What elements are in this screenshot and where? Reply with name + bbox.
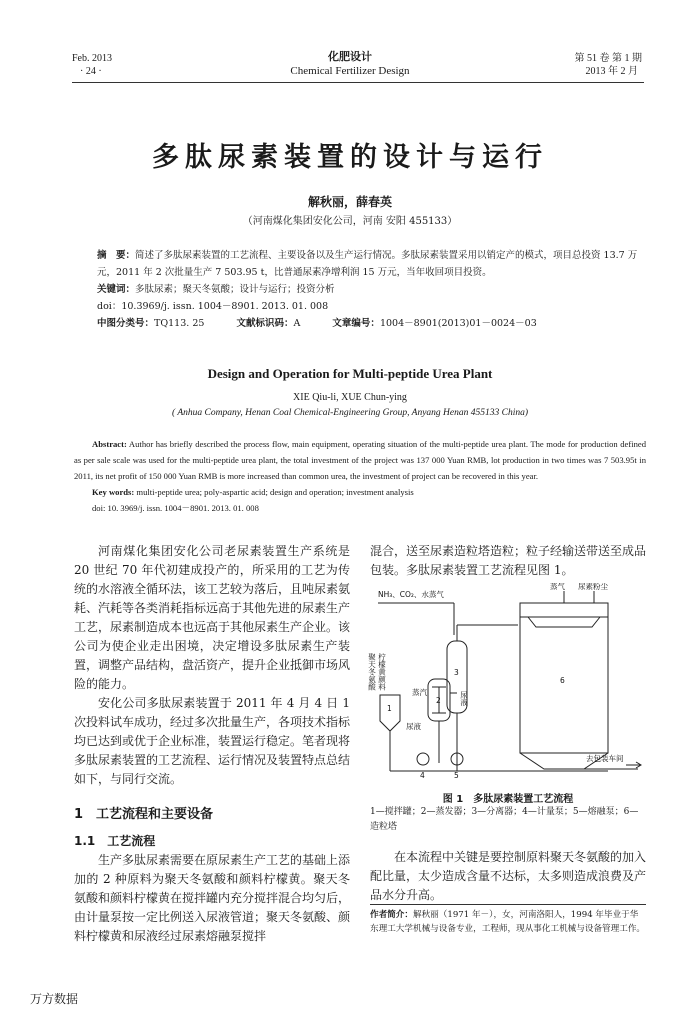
intro-paragraph-1: 河南煤化集团安化公司老尿素装置生产系统是 20 世纪 70 年代初建成投产的，所采用的工艺为传统的水溶液全循环法，该工艺较为落后，且吨尿素氨耗、汽耗等各类消耗指标远高于其他先进的尿素生产工艺，尿素制造成本也远高于其他尿素生产企业。该公司为使企业走出困境，决定增设多肽尿素生产装置，调整产品结构，盘活资产，提升企业抵御市场风险的能力。 [74, 544, 351, 691]
keywords-en-label: Key words: [92, 487, 135, 497]
left-column [74, 542, 350, 946]
clc-label: 中图分类号： [97, 318, 155, 329]
footer-watermark: 万方数据 [30, 992, 79, 1006]
abstract-en-label: Abstract: [92, 439, 127, 449]
right-column-top [370, 542, 646, 580]
label-liquor2: 尿液 [406, 722, 421, 731]
label-n4: 4 [420, 771, 425, 780]
label-vapor-top: NH₃、CO₂、水蒸气 [378, 590, 444, 599]
process-paragraph-cont: 混合，送至尿素造粒塔造粒；粒子经输送带送至成品包装。多肽尿素装置工艺流程见图 1。 [370, 544, 647, 577]
label-n3: 3 [454, 668, 459, 677]
author-note-label: 作者简介： [370, 910, 413, 920]
doc-code-label: 文献标识码： [236, 318, 294, 329]
label-feed: 聚天冬氨酸 [368, 653, 377, 691]
label-dust: 尿素粉尘 [578, 583, 608, 591]
label-n2: 2 [436, 696, 441, 705]
affiliation-en: ( Anhua Company, Henan Coal Chemical-Engineering Group, Anyang Henan 455133 China) [171, 408, 529, 418]
authors-cn: 解秋丽，薛春英 [307, 195, 392, 209]
page-title: 多肽尿素装置的设计与运行 [152, 142, 548, 173]
abstract-cn-label: 摘 要： [97, 250, 136, 261]
header-date: Feb. 2013 [72, 53, 112, 64]
author-note [370, 908, 646, 936]
abstract-cn [97, 247, 642, 332]
right-column-bottom [370, 848, 646, 905]
label-out: 去包装车间 [586, 754, 624, 763]
intro-paragraph-2: 安化公司多肽尿素装置于 2011 年 4 月 4 日 1 次投料试车成功，经过多次批量生产，各项技术指标均已达到或优于企业标准，装置运行稳定。笔者现将多肽尿素装置的工艺流程、运行情况及装置特点总结如下，与同行交流。 [74, 696, 351, 786]
label-steam: 蒸气 [550, 583, 565, 591]
title-en: Design and Operation for Multi-peptide Urea Plant [207, 366, 493, 381]
affiliation-cn: （河南煤化集团安化公司，河南 安阳 455133） [242, 216, 458, 227]
article-no-label: 文章编号： [332, 318, 380, 329]
process-flow-diagram [368, 583, 650, 783]
author-note-text: 解秋丽（1971 年－），女，河南洛阳人，1994 年毕业于华东理工大学机械与设备专业，工程师，现从事化工机械与设备管理工作。 [370, 910, 646, 934]
abstract-en-text: Author has briefly described the process flow, main equipment, operating situation of the multi-peptide urea plant. The mode for production defined as per sale scale was used for the multi-peptide urea plant, the total investment of the project was 137 000 Yuan RMB, lot production in two times was 7 503.95t in 2011, its net profit of 150 000 Yuan RMB is more increased than common urea, the investment of project can be recovered in this year. [74, 439, 646, 481]
clc-value: TQ113. 25 [154, 318, 205, 329]
mixing-tank [380, 695, 400, 731]
section-heading-1: 1 工艺流程和主要设备 [74, 807, 214, 822]
header-issue-date: 2013 年 2 月 [585, 66, 638, 77]
label-liquor: 尿液 [459, 691, 469, 706]
section-heading-1-1: 1.1 工艺流程 [74, 834, 156, 848]
tower-bucket [528, 617, 600, 627]
journal-name-en: Chemical Fertilizer Design [290, 65, 410, 77]
authors-en: XIE Qiu-li, XUE Chun-ying [293, 392, 407, 403]
figure-legend: 1—搅拌罐；2—蒸发器；3—分离器；4—计量泵；5—熔融泵；6—造粒塔 [370, 807, 639, 832]
label-vapor: 蒸汽 [412, 688, 427, 697]
doi-en: doi: 10. 3969/j. issn. 1004－8901. 2013. 01. 008 [92, 503, 259, 513]
key-control-paragraph: 在本流程中关键是要控制原料聚天冬氨酸的加入配比量，太少造成含量不达标，太多则造成浪费及产品水分升高。 [370, 850, 647, 902]
header-rule [72, 82, 644, 83]
abstract-cn-text: 简述了多肽尿素装置的工艺流程、主要设备以及生产运行情况。多肽尿素装置采用以销定产的模式，项目总投资 13.7 万元，2011 年 2 次批量生产 7 503.95 t，比普通尿素净增利润 15 万元，当年收回项目投资。 [97, 250, 638, 278]
keywords-cn-label: 关键词： [97, 284, 136, 295]
label-n6: 6 [560, 676, 565, 685]
label-feed2: 柠檬黄颜料 [377, 653, 387, 691]
doc-code-value: A [293, 318, 301, 329]
keywords-en: multi-peptide urea; poly-aspartic acid; design and operation; investment analysis [136, 487, 414, 497]
doi-cn: doi：10.3969/j. issn. 1004－8901. 2013. 01. 008 [97, 301, 329, 312]
abstract-en [74, 436, 646, 516]
header-page: · 24 · [80, 66, 102, 77]
figure-caption: 图 1 多肽尿素装置工艺流程 [442, 794, 574, 805]
article-no-value: 1004－8901(2013)01－0024－03 [379, 318, 537, 329]
footnote-rule [370, 904, 646, 905]
metering-pump [417, 753, 429, 765]
process-paragraph: 生产多肽尿素需要在原尿素生产工艺的基础上添加的 2 种原料为聚天冬氨酸和颜料柠檬黄。聚天冬氨酸和颜料柠檬黄在搅拌罐内充分搅拌混合均匀后，由计量泵按一定比例送入尿液管道；聚天冬氨酸、颜料柠檬黄和尿液经过尿素熔融泵搅拌 [74, 853, 351, 943]
header-volume: 第 51 卷 第 1 期 [574, 53, 642, 64]
label-n1: 1 [387, 704, 392, 713]
label-n5: 5 [454, 771, 459, 780]
journal-name-cn: 化肥设计 [328, 50, 372, 63]
keywords-cn: 多肽尿素；聚天冬氨酸；设计与运行；投资分析 [135, 284, 335, 295]
